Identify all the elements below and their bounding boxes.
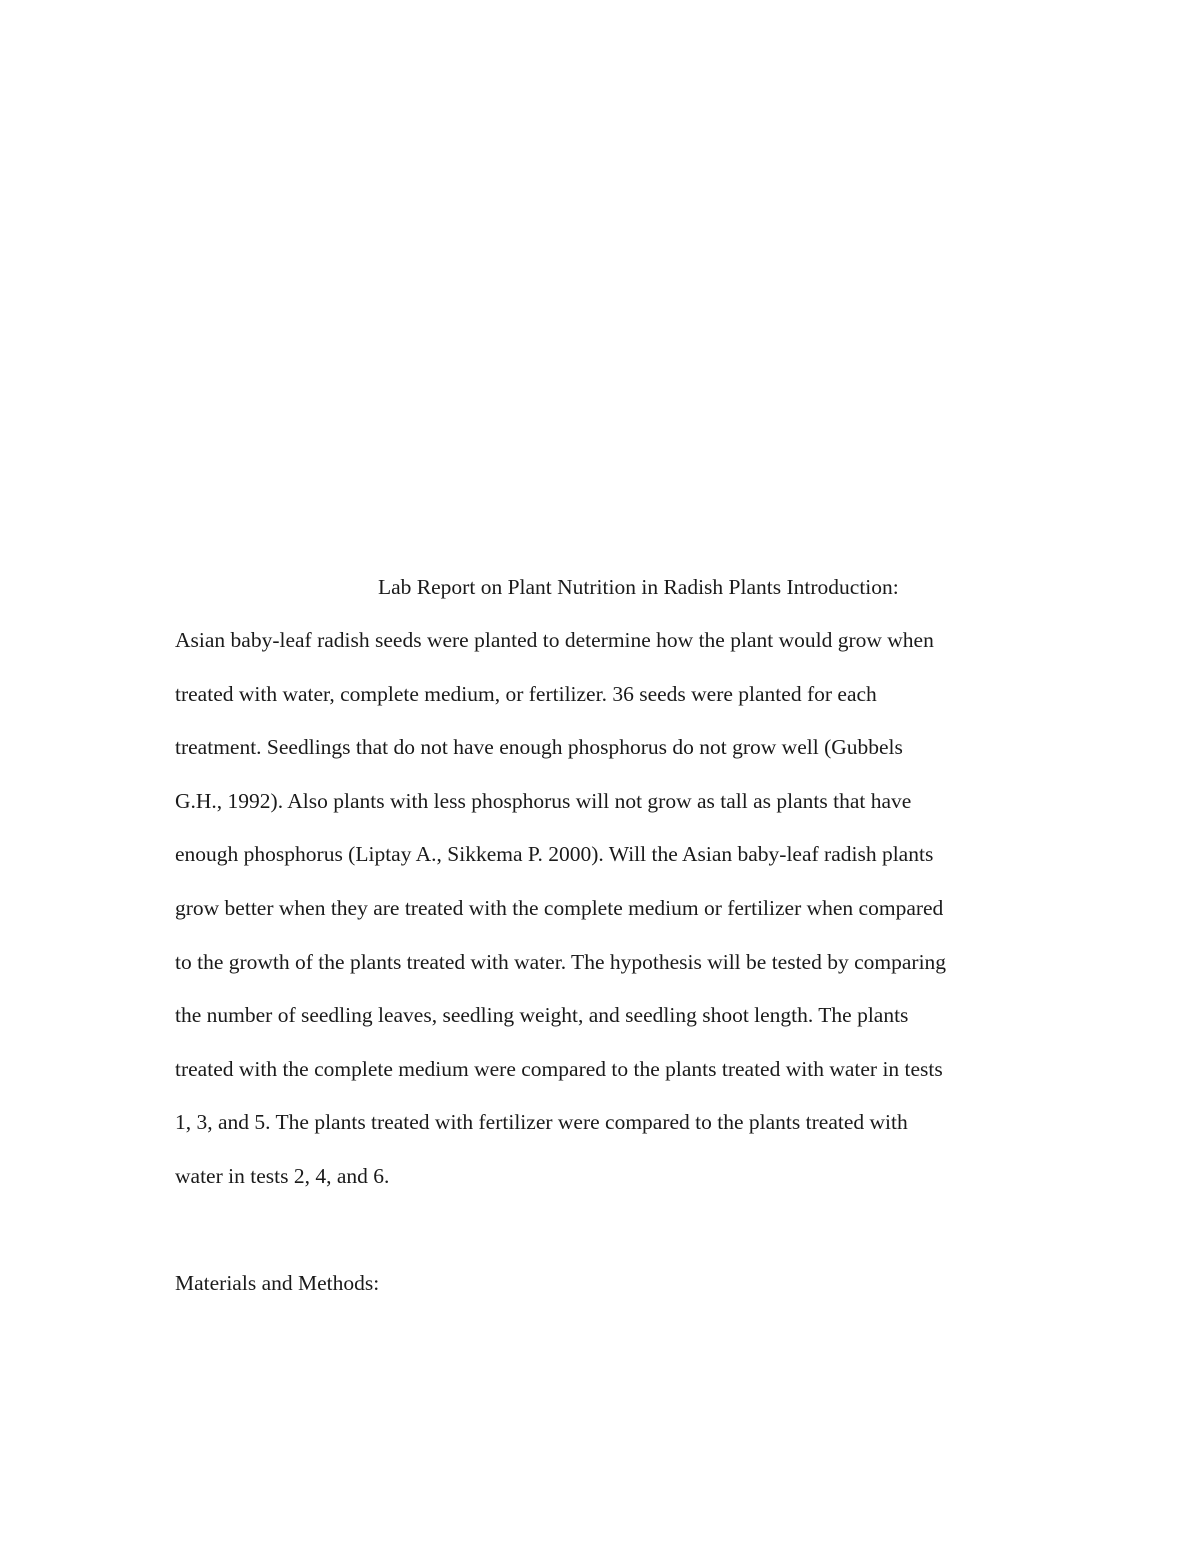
introduction-line: Asian baby-leaf radish seeds were planted to determine how the plant would grow when: [175, 628, 934, 652]
introduction-line: treated with water, complete medium, or fertilizer. 36 seeds were planted for each: [175, 681, 877, 706]
introduction-line: enough phosphorus (Liptay A., Sikkema P. 2000). Will the Asian baby-leaf radish plants: [175, 842, 934, 867]
document-title: Lab Report on Plant Nutrition in Radish Plants Introduction:: [378, 575, 899, 599]
introduction-line: G.H., 1992). Also plants with less phosphorus will not grow as tall as plants that have: [175, 788, 912, 813]
introduction-line: the number of seedling leaves, seedling weight, and seedling shoot length. The plants: [175, 1003, 909, 1028]
materials-methods-heading: Materials and Methods:: [175, 1271, 380, 1295]
introduction-line: to the growth of the plants treated with water. The hypothesis will be tested by comparing: [175, 949, 947, 974]
introduction-line: grow better when they are treated with the complete medium or fertilizer when compared: [175, 895, 944, 920]
introduction-line: 1, 3, and 5. The plants treated with fertilizer were compared to the plants treated with: [175, 1110, 908, 1135]
introduction-paragraph: [175, 625, 946, 1215]
introduction-line: treatment. Seedlings that do not have enough phosphorus do not grow well (Gubbels: [175, 735, 903, 760]
introduction-line: treated with the complete medium were compared to the plants treated with water in tests: [175, 1056, 943, 1081]
introduction-line: water in tests 2, 4, and 6.: [175, 1163, 390, 1188]
